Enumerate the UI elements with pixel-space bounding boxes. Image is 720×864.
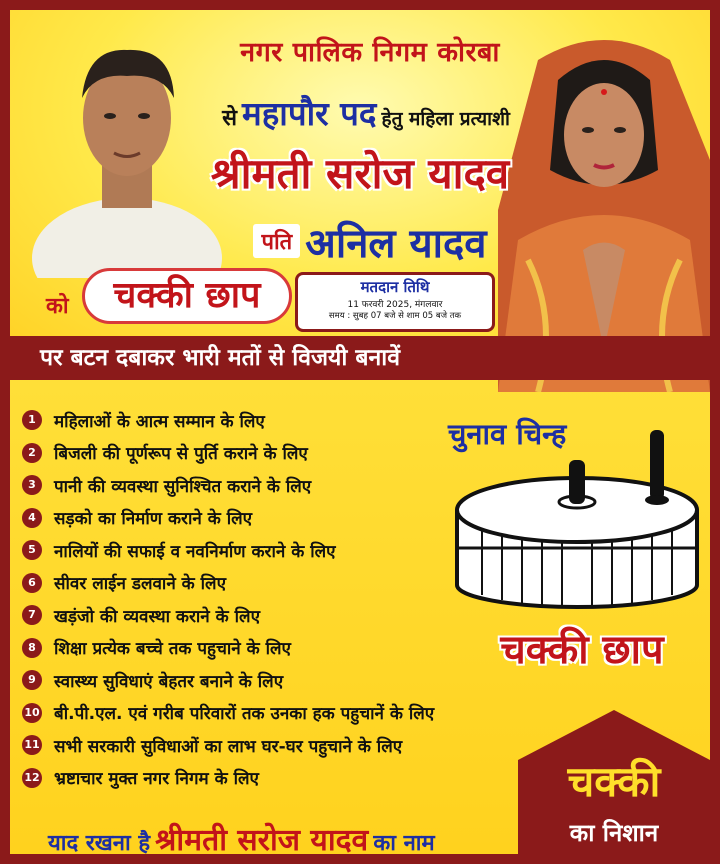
list-text: बिजली की पूर्णरूप से पुर्ति कराने के लिए <box>54 444 308 465</box>
voting-time: समय : सुबह 07 बजे से शाम 05 बजे तक <box>328 311 462 321</box>
list-text: खड़ंजो की व्यवस्था कराने के लिए <box>54 606 260 627</box>
list-number: 8 <box>22 638 42 658</box>
symbol-name: चक्की छाप <box>500 627 664 673</box>
appeal-banner: पर बटन दबाकर भारी मतों से विजयी बनावें <box>10 336 710 380</box>
footer-prefix: याद रखना है <box>48 831 151 856</box>
post-prefix: से <box>222 106 237 131</box>
husband-line <box>220 214 520 269</box>
voting-date-box <box>295 272 495 332</box>
list-number: 7 <box>22 605 42 625</box>
list-text: सीवर लाईन डलवाने के लिए <box>54 574 226 595</box>
footer-suffix: का नाम <box>373 831 435 856</box>
husband-name: अनिल यादव <box>305 221 487 267</box>
post-name: महापौर पद <box>242 94 377 133</box>
symbol-badge-title: चक्की <box>567 757 661 806</box>
list-number: 9 <box>22 670 42 690</box>
list-text: नालियों की सफाई व नवनिर्माण कराने के लिए <box>54 541 336 562</box>
municipal-corporation-title: नगर पालिक निगम कोरबा <box>240 37 500 68</box>
list-number: 11 <box>22 735 42 755</box>
list-number: 1 <box>22 410 42 430</box>
election-symbol-title: चुनाव चिन्ह <box>448 417 567 451</box>
post-suffix: हेतु महिला प्रत्याशी <box>381 108 510 130</box>
list-number: 10 <box>22 703 42 723</box>
candidate-name: श्रीमती सरोज यादव <box>210 149 510 198</box>
footer-candidate-name: श्रीमती सरोज यादव <box>155 823 369 858</box>
list-text: सभी सरकारी सुविधाओं का लाभ घर-घर पहुचाने के लिए <box>54 736 403 757</box>
list-text: भ्रष्टाचार मुक्त नगर निगम के लिए <box>54 769 259 790</box>
list-text: पानी की व्यवस्था सुनिश्चित कराने के लिए <box>54 476 312 497</box>
grinding-stone-icon <box>442 420 712 610</box>
list-text: सड़को का निर्माण कराने के लिए <box>54 509 253 530</box>
list-text: बी.पी.एल. एवं गरीब परिवारों तक उनका हक पहुचानें के लिए <box>54 704 435 725</box>
list-text: स्वास्थ्य सुविधाएं बेहतर बनाने के लिए <box>54 671 284 692</box>
voting-date: 11 फरवरी 2025, मंगलवार <box>347 300 443 310</box>
list-number: 5 <box>22 540 42 560</box>
list-number: 3 <box>22 475 42 495</box>
symbol-pill: चक्की छाप <box>82 268 292 324</box>
ko-label: को <box>46 294 69 319</box>
footer-slogan <box>48 818 518 859</box>
voting-title: मतदान तिथि <box>360 278 430 296</box>
list-number: 4 <box>22 508 42 528</box>
list-text: महिलाओं के आत्म सम्मान के लिए <box>54 411 265 432</box>
list-item <box>22 729 562 762</box>
post-line <box>186 90 546 135</box>
list-item <box>22 762 562 795</box>
list-number: 6 <box>22 573 42 593</box>
list-text: शिक्षा प्रत्येक बच्चे तक पहुचाने के लिए <box>54 639 291 660</box>
list-number: 2 <box>22 443 42 463</box>
list-number: 12 <box>22 768 42 788</box>
symbol-badge-subtitle: का निशान <box>569 819 659 847</box>
husband-label: पति <box>253 224 300 258</box>
list-item <box>22 697 562 730</box>
